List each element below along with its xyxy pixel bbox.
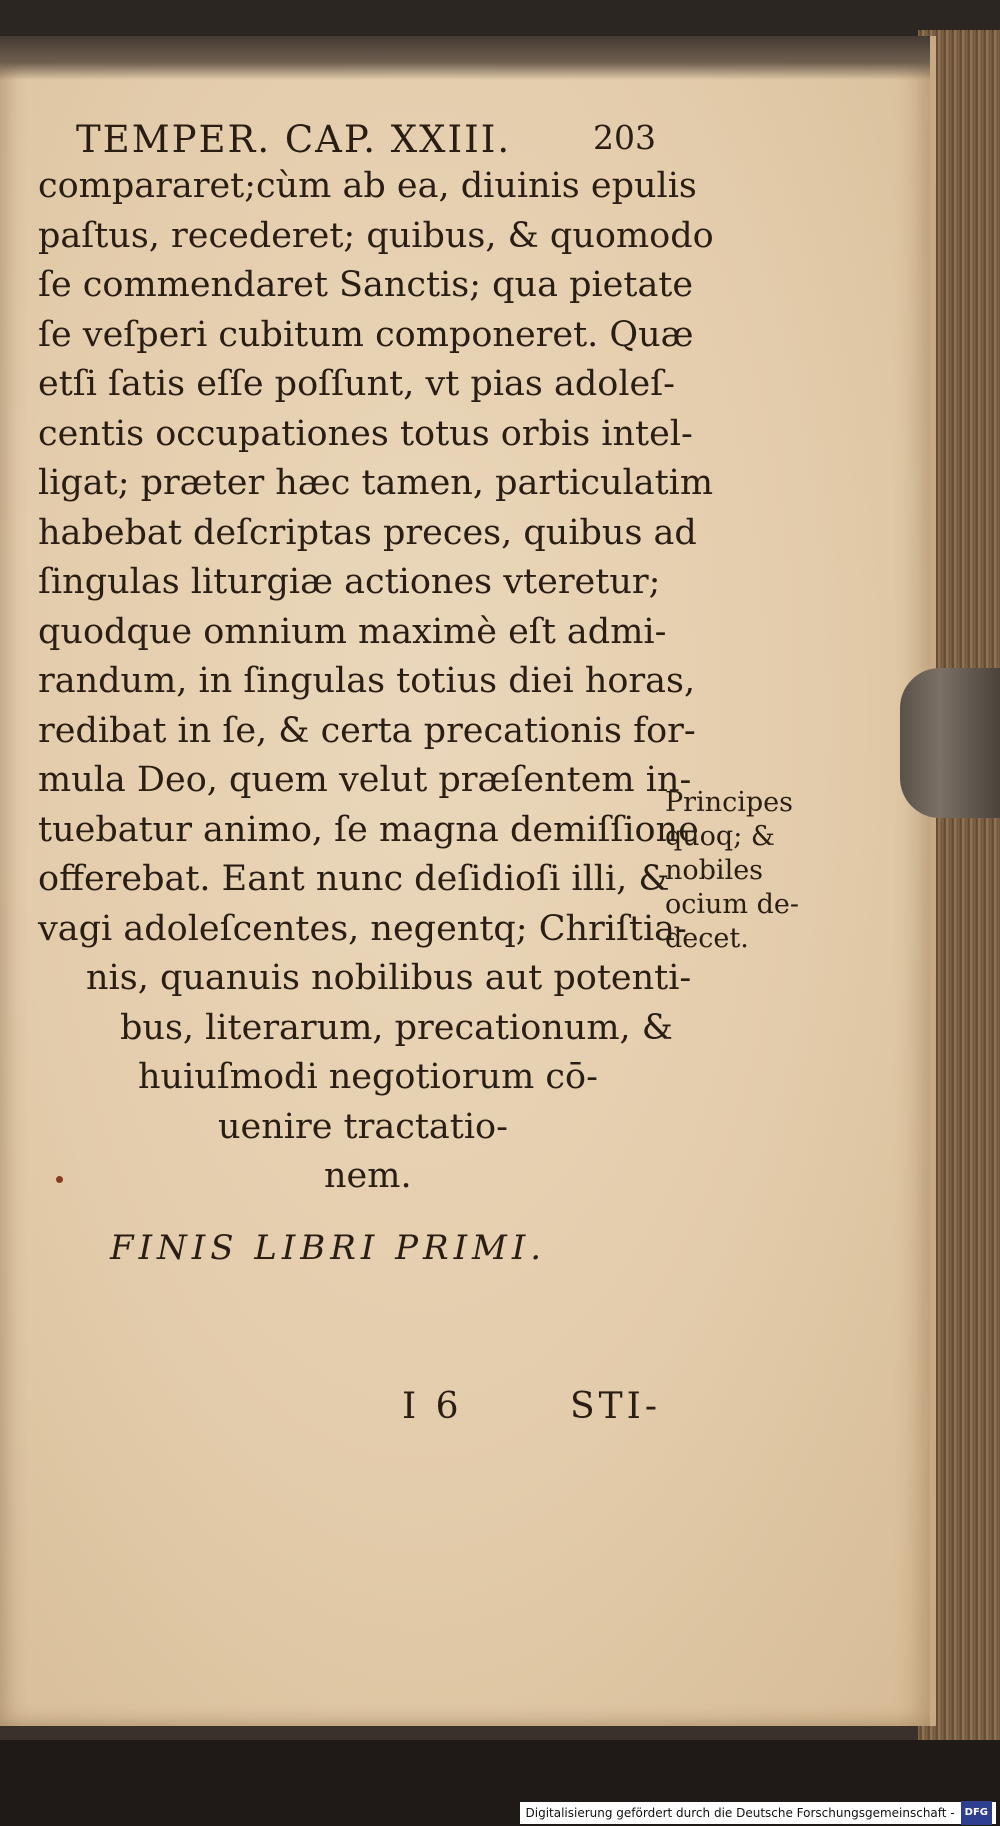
text-line: quodque omnium maximè eſt admi- [38,611,667,652]
marginal-note-line: quoq; & [665,821,775,852]
text-line: tuebatur animo, ſe magna demiſſione [38,809,699,850]
catchword: STI- [570,1386,662,1427]
text-line: randum, in ſingulas totius diei horas, [38,661,696,701]
text-line: bus, literarum, precationum, & [120,1007,673,1048]
marginal-note [665,786,825,956]
text-line: etſi ſatis eſſe poſſunt, vt pias adoleſ- [38,364,676,404]
text-line: redibat in ſe, & certa precationis for- [38,710,696,751]
text-line: ligat; præter hæc tamen, particulatim [38,463,714,503]
text-line: ſe commendaret Sanctis; qua pietate [38,265,694,305]
text-line: centis occupationes totus orbis intel- [38,413,693,454]
page-number: 203 [593,118,656,157]
text-line: offerebat. Eant nunc deſidioſi illi, & [38,859,670,899]
text-line: paſtus, recederet; quibus, & quomodo [38,215,714,256]
marginal-note-line: decet. [665,923,749,954]
marginal-note-line: nobiles [665,855,764,886]
running-title: TEMPER. CAP. XXIII. [76,118,512,161]
running-header [76,118,656,161]
text-line: vagi adoleſcentes, negentq; Chriſtia- [38,908,687,949]
text-line: nis, quanuis nobilibus aut potenti- [86,958,692,998]
text-line: ſe veſperi cubitum componeret. Quæ [38,314,694,355]
marginal-note-line: Principes [665,787,793,818]
text-line: nem. [324,1156,412,1196]
signature-mark: I 6 [402,1386,463,1427]
text-line: ſingulas liturgiæ actiones vteretur; [38,562,661,602]
finis-line: FINIS LIBRI PRIMI. [110,1228,547,1268]
page-clip [900,668,1000,818]
dfg-logo: DFG [961,1801,992,1825]
top-shadow [0,36,930,80]
marginal-note-line: ocium de- [665,889,799,920]
text-line: mula Deo, quem velut præſentem in- [38,760,692,800]
text-line: uenire tractatio- [218,1106,508,1147]
text-line: habebat deſcriptas preces, quibus ad [38,512,697,553]
footer-credit: Digitalisierung gefördert durch die Deutsche Forschungsgemeinschaft - [525,1806,955,1820]
text-line: huiuſmodi negotiorum cō- [138,1057,598,1097]
text-line: compararet;cùm ab ea, diuinis epulis [38,166,697,206]
digitization-footer [520,1802,997,1824]
